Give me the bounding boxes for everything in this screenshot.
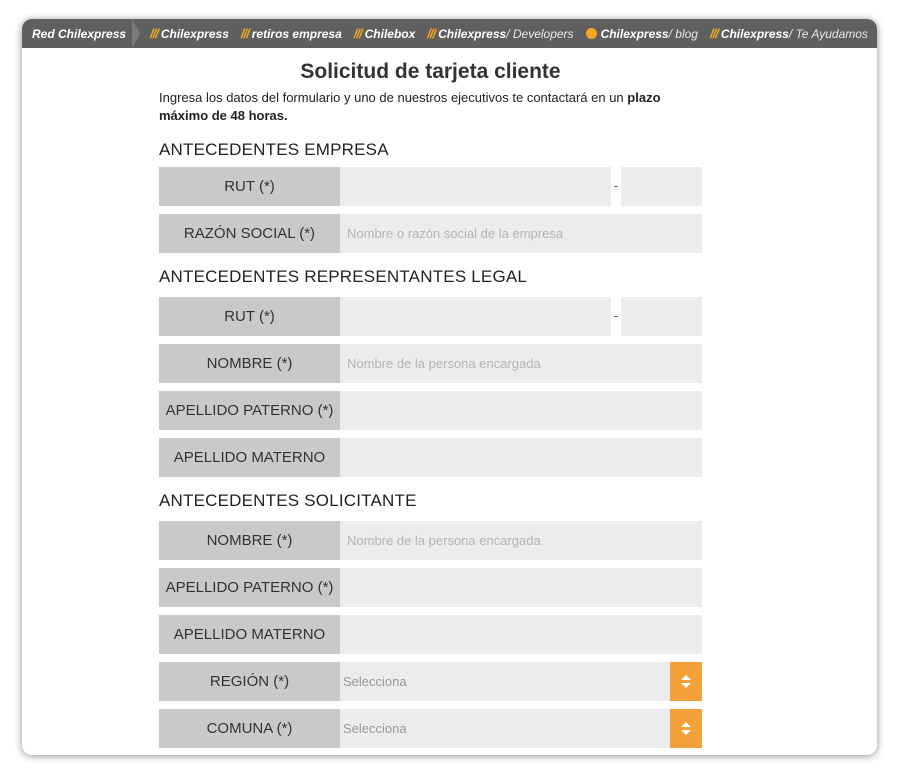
nav-link-te-ayudamos[interactable] [710,26,868,41]
representante-paterno-input[interactable] [340,391,702,430]
representante-materno-label: APELLIDO MATERNO [159,438,340,477]
solicitante-paterno-label: APELLIDO PATERNO (*) [159,568,340,607]
chilexpress-logo-icon: /// [353,26,362,41]
representante-rut-label: RUT (*) [159,297,340,336]
nav-link-label: Chilexpress [720,26,789,41]
nav-link-label: Chilebox [364,26,416,41]
representante-nombre-input[interactable]: Nombre de la persona encargada [340,344,702,383]
nav-link-label: retiros empresa [251,26,342,41]
region-select-arrow[interactable] [670,662,702,701]
browser-window [22,19,877,755]
comuna-row [159,709,702,748]
solicitante-nombre-label: NOMBRE (*) [159,521,340,560]
representante-paterno-row [159,391,702,430]
empresa-rut-row [159,167,702,206]
nav-link-suffix: / blog [668,26,698,41]
nav-link-label: Chilexpress [438,26,507,41]
chevron-down-icon [681,730,691,735]
solicitante-nombre-row [159,521,702,560]
nav-home-link[interactable] [22,19,138,48]
representante-rut-dv-input[interactable] [621,297,702,336]
empresa-rut-label: RUT (*) [159,167,340,206]
intro-text [159,89,702,125]
solicitante-nombre-input[interactable]: Nombre de la persona encargada [340,521,702,560]
network-nav-bar [22,19,877,48]
solicitante-materno-label: APELLIDO MATERNO [159,615,340,654]
nav-link-retiros[interactable] [241,26,342,41]
empresa-rut-input[interactable] [340,167,611,206]
nav-home-label: Red Chilexpress [32,26,127,41]
solicitante-paterno-input[interactable] [340,568,702,607]
chevron-up-icon [681,675,691,680]
form-container [159,59,702,748]
representante-rut-row [159,297,702,336]
region-select[interactable]: Selecciona [340,662,702,701]
nav-link-developers[interactable] [427,26,573,41]
region-row [159,662,702,701]
chilexpress-logo-icon: /// [427,26,436,41]
nav-link-label: Chilexpress [600,26,669,41]
section-heading-representante: ANTECEDENTES REPRESENTANTES LEGAL [159,267,528,286]
empresa-rut-dv-input[interactable] [621,167,702,206]
solicitante-materno-row [159,615,702,654]
rut-dash: - [613,177,619,193]
section-heading-solicitante: ANTECEDENTES SOLICITANTE [159,491,417,510]
region-label: REGIÓN (*) [159,662,340,701]
representante-paterno-label: APELLIDO PATERNO (*) [159,391,340,430]
empresa-razon-row [159,214,702,253]
nav-link-chilebox[interactable] [354,26,416,41]
representante-materno-input[interactable] [340,438,702,477]
solicitante-paterno-row [159,568,702,607]
chevron-down-icon [681,683,691,688]
representante-nombre-label: NOMBRE (*) [159,344,340,383]
page-title: Solicitud de tarjeta cliente [300,60,561,83]
chilexpress-logo-icon: /// [150,26,158,41]
razon-social-input[interactable]: Nombre o razón social de la empresa [340,214,702,253]
comuna-label: COMUNA (*) [159,709,340,748]
nav-link-label: Chilexpress [160,26,229,41]
solicitante-materno-input[interactable] [340,615,702,654]
nav-link-suffix: / Developers [506,26,574,41]
comuna-select[interactable]: Selecciona [340,709,702,748]
chilexpress-logo-icon: /// [709,26,718,41]
section-heading-empresa: ANTECEDENTES EMPRESA [159,140,389,159]
nav-link-blog[interactable] [586,27,698,41]
comuna-select-arrow[interactable] [670,709,702,748]
razon-social-label: RAZÓN SOCIAL (*) [159,214,340,253]
nav-link-suffix: / Te Ayudamos [788,26,868,41]
intro-text-regular: Ingresa los datos del formulario y uno de nuestros ejecutivos te contactará en un [159,90,628,105]
intro-text-bold: plazo máximo de 48 horas. [159,90,661,123]
chat-bubble-icon [586,28,597,39]
chilexpress-logo-icon: /// [240,26,249,41]
chevron-up-icon [681,722,691,727]
rut-dash: - [613,307,619,323]
nav-link-chilexpress[interactable] [150,26,229,41]
representante-nombre-row [159,344,702,383]
representante-materno-row [159,438,702,477]
representante-rut-input[interactable] [340,297,611,336]
